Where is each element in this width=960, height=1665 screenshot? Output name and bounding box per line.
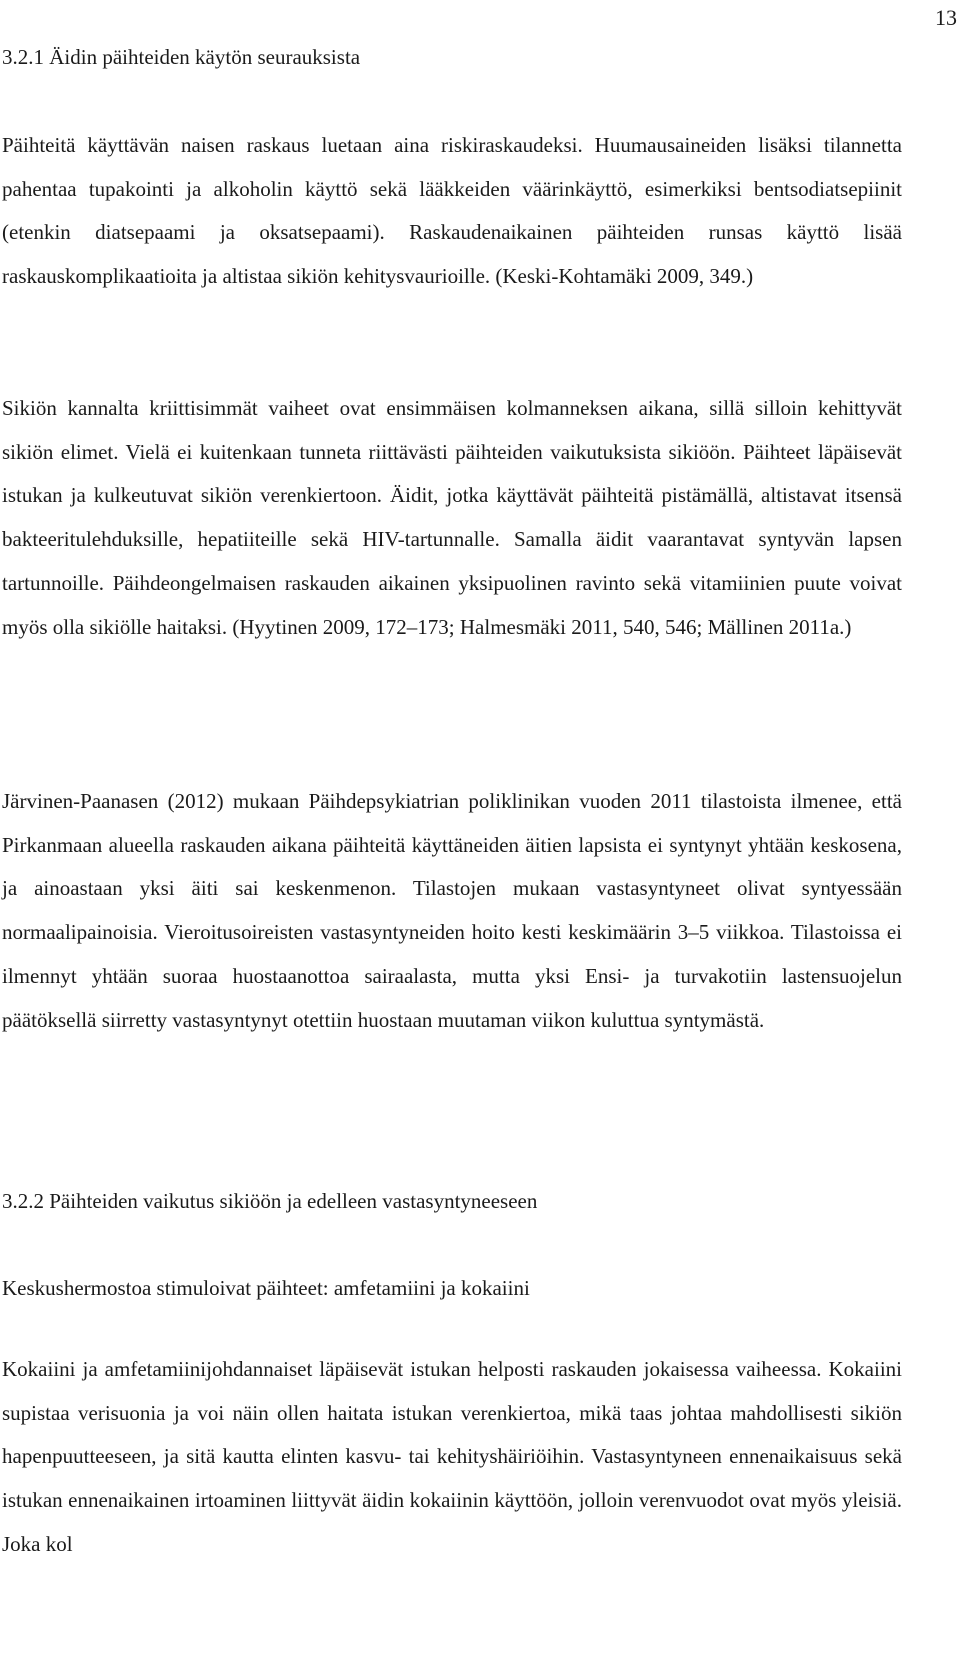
paragraph-kokaiini [2, 1348, 902, 1567]
section-heading-3-2-2: 3.2.2 Päihteiden vaikutus sikiöön ja edelleen vastasyntyneeseen [2, 1189, 538, 1213]
paragraph-riskiraskaus [2, 124, 902, 299]
paragraph-kriittiset-vaiheet [2, 387, 902, 649]
paragraph-text: Sikiön kannalta kriittisimmät vaiheet ovat ensimmäisen kolmanneksen aikana, sillä silloin kehittyvät sikiön elimet. Vielä ei kuitenkaan tunneta riittävästi päihteiden vaikutuksista sikiöön. Päihteet läpäisevät istukan ja kulkeutuvat sikiön verenkiertoon. Äidit, jotka käyttävät päihteitä pistämällä, altistavat itsensä bakteeritulehduksille, hepatiiteille sekä HIV-tartunnalle. Samalla äidit vaarantavat syntyvän lapsen tartunnoille. Päihdeongelmaisen raskauden aikainen yksipuolinen ravinto sekä vitamiinien puute voivat myös olla sikiölle haitaksi. (Hyytinen 2009, 172–173; Halmesmäki 2011, 540, 546; Mällinen 2011a.) [2, 396, 902, 639]
paragraph-text: Järvinen-Paanasen (2012) mukaan Päihdepsykiatrian poliklinikan vuoden 2011 tilastoista ilmenee, että Pirkanmaan alueella raskauden aikana päihteitä käyttäneiden äitien lapsista ei syntynyt yhtään keskosena, ja ainoastaan yksi äiti sai keskenmenon. Tilastojen mukaan vastasyntyneet olivat syntyessään normaalipainoisia. Vieroitusoireisten vastasyntyneiden hoito kesti keskimäärin 3–5 viikkoa. Tilastoissa ei ilmennyt yhtään suoraa huostaanottoa sairaalasta, mutta yksi Ensi- ja turvakotiin lastensuojelun päätöksellä siirretty vastasyntynyt otettiin huostaan muutaman viikon kuluttua syntymästä. [2, 789, 902, 1032]
section-heading-3-2-1: 3.2.1 Äidin päihteiden käytön seurauksista [2, 45, 361, 69]
paragraph-text: Päihteitä käyttävän naisen raskaus luetaan aina riskiraskaudeksi. Huumausaineiden lisäksi tilannetta pahentaa tupakointi ja alkoholin käyttö sekä lääkkeiden väärinkäyttö, esimerkiksi bentsodiatsepiinit (etenkin diatsepaami ja oksatsepaami). Raskaudenaikainen päihteiden runsas käyttö lisää raskauskomplikaatioita ja altistaa sikiön kehitysvaurioille. (Keski-Kohtamäki 2009, 349.) [2, 133, 902, 289]
paragraph-tilastot [2, 780, 902, 1042]
subsection-heading-stimulants: Keskushermostoa stimuloivat päihteet: amfetamiini ja kokaiini [2, 1276, 530, 1300]
page-number: 13 [935, 5, 957, 30]
paragraph-text: Kokaiini ja amfetamiinijohdannaiset läpäisevät istukan helposti raskauden jokaisessa vaiheessa. Kokaiini supistaa verisuonia ja voi näin ollen haitata istukan verenkiertoa, mikä taas johtaa mahdollisesti sikiön hapenpuutteeseen, ja sitä kautta elinten kasvu- tai kehityshäiriöihin. Vastasyntyneen ennenaikaisuus sekä istukan ennenaikainen irtoaminen liittyvät äidin kokaiinin käyttöön, jolloin verenvuodot ovat myös yleisiä. Joka kol [2, 1357, 902, 1556]
